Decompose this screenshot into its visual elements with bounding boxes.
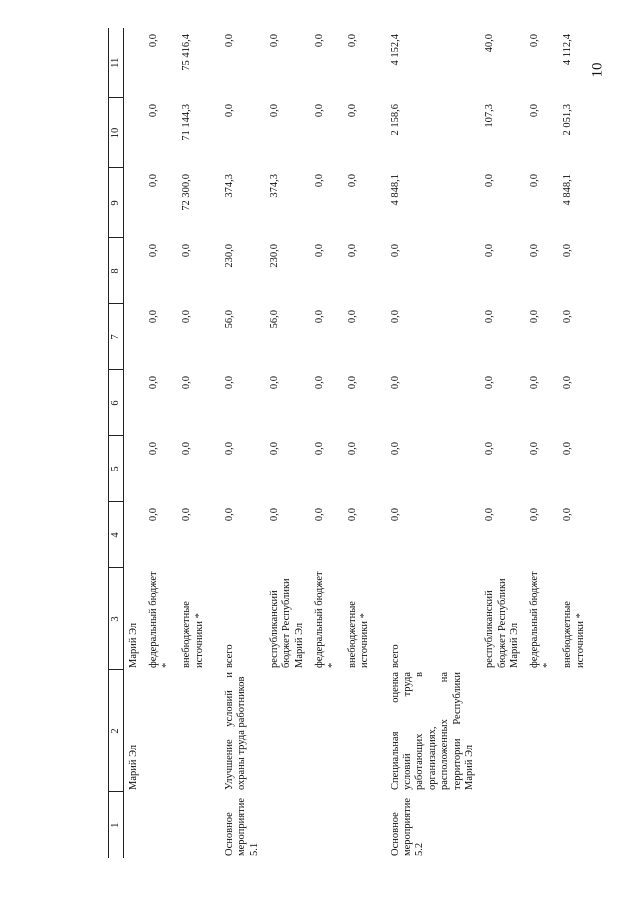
value-cell: 56,0 — [223, 310, 235, 329]
value-cell: 0,0 — [346, 34, 358, 48]
value-cell — [124, 28, 145, 98]
activity-cell — [343, 792, 376, 858]
value-cell: 4 112,4 — [562, 34, 574, 66]
activity-cell — [265, 792, 310, 858]
value-cell: 0,0 — [314, 104, 326, 118]
table-row — [310, 28, 343, 858]
value-cell: 4 848,1 — [562, 174, 574, 206]
funding-source-cell: республиканский бюджет Республики Марий Эл — [269, 578, 305, 668]
value-cell: 2 051,3 — [562, 104, 574, 136]
value-cell: 72 300,0 — [181, 174, 193, 211]
activity-cell: Основное мероприятие 5.1 — [223, 798, 260, 856]
activity-name-cell — [144, 670, 177, 792]
value-cell: 0,0 — [269, 442, 280, 456]
rotated-table-area — [108, 34, 628, 858]
value-cell: 0,0 — [529, 508, 541, 522]
value-cell: 4 152,4 — [389, 34, 401, 66]
value-cell: 374,3 — [269, 174, 280, 198]
funding-source-cell: внебюджетные источники * — [346, 601, 371, 668]
value-cell: 0,0 — [389, 310, 401, 324]
value-cell: 0,0 — [529, 376, 541, 390]
value-cell: 0,0 — [269, 376, 280, 390]
value-cell: 0,0 — [314, 174, 326, 188]
column-header: 9 — [109, 168, 124, 238]
activity-name-cell — [265, 670, 310, 792]
activity-name-cell: Марий Эл — [128, 744, 139, 790]
value-cell: 0,0 — [148, 174, 160, 188]
value-cell: 0,0 — [346, 174, 358, 188]
value-cell: 56,0 — [269, 310, 280, 329]
value-cell: 0,0 — [181, 244, 193, 258]
activity-cell — [558, 792, 591, 858]
value-cell — [124, 436, 145, 502]
value-cell: 0,0 — [223, 442, 235, 456]
value-cell — [124, 502, 145, 568]
activity-name-cell — [343, 670, 376, 792]
column-header: 3 — [109, 568, 124, 670]
value-cell: 75 416,4 — [181, 34, 193, 71]
value-cell: 40,0 — [484, 34, 496, 53]
value-cell: 0,0 — [529, 104, 541, 118]
value-cell: 0,0 — [484, 174, 496, 188]
value-cell: 0,0 — [346, 310, 358, 324]
funding-source-cell: всего — [389, 644, 401, 668]
value-cell: 0,0 — [148, 244, 160, 258]
value-cell: 0,0 — [389, 508, 401, 522]
value-cell: 0,0 — [223, 34, 235, 48]
activity-cell — [310, 792, 343, 858]
table-row — [144, 28, 177, 858]
value-cell: 374,3 — [223, 174, 235, 198]
column-header: 1 — [109, 792, 124, 858]
table-row — [343, 28, 376, 858]
value-cell: 0,0 — [529, 442, 541, 456]
column-header: 2 — [109, 670, 124, 792]
value-cell: 0,0 — [484, 310, 496, 324]
value-cell: 0,0 — [148, 508, 160, 522]
activity-name-cell — [310, 670, 343, 792]
value-cell: 0,0 — [181, 508, 193, 522]
value-cell: 0,0 — [484, 376, 496, 390]
value-cell: 0,0 — [562, 244, 574, 258]
value-cell: 2 158,6 — [389, 104, 401, 136]
value-cell — [124, 370, 145, 436]
value-cell: 0,0 — [223, 104, 235, 118]
value-cell: 0,0 — [223, 376, 235, 390]
value-cell: 0,0 — [484, 508, 496, 522]
column-header: 8 — [109, 238, 124, 304]
value-cell: 0,0 — [314, 34, 326, 48]
value-cell: 0,0 — [562, 376, 574, 390]
activity-cell — [124, 792, 145, 858]
value-cell — [124, 168, 145, 238]
value-cell: 0,0 — [148, 104, 160, 118]
activity-cell — [525, 792, 558, 858]
activity-name-cell — [177, 670, 210, 792]
value-cell: 0,0 — [529, 34, 541, 48]
page-number: 10 — [589, 62, 606, 78]
value-cell: 107,3 — [484, 104, 496, 128]
activity-name-cell: Улучшение условий и охраны труда работников — [223, 672, 248, 790]
funding-source-cell: республиканский бюджет Республики Марий Эл — [484, 578, 520, 668]
value-cell: 0,0 — [148, 310, 160, 324]
value-cell: 0,0 — [346, 104, 358, 118]
value-cell: 0,0 — [148, 34, 160, 48]
value-cell — [124, 98, 145, 168]
budget-table — [108, 28, 591, 858]
funding-source-cell: федеральный бюджет * — [314, 571, 338, 668]
value-cell: 0,0 — [346, 244, 358, 258]
value-cell: 0,0 — [389, 442, 401, 456]
value-cell: 0,0 — [269, 34, 280, 48]
value-cell: 0,0 — [346, 376, 358, 390]
column-header: 5 — [109, 436, 124, 502]
value-cell: 0,0 — [181, 376, 193, 390]
table-row — [558, 28, 591, 858]
table-row — [265, 28, 310, 858]
value-cell: 0,0 — [181, 310, 193, 324]
table-row — [177, 28, 210, 858]
value-cell — [124, 238, 145, 304]
activity-name-cell — [525, 670, 558, 792]
table-row — [124, 28, 145, 858]
value-cell: 0,0 — [389, 376, 401, 390]
activity-cell: Основное мероприятие 5.2 — [389, 798, 426, 856]
value-cell: 230,0 — [269, 244, 280, 268]
value-cell: 0,0 — [346, 508, 358, 522]
column-header: 7 — [109, 304, 124, 370]
activity-cell — [177, 792, 210, 858]
value-cell: 0,0 — [269, 104, 280, 118]
activity-cell — [144, 792, 177, 858]
table-row — [525, 28, 558, 858]
value-cell: 0,0 — [346, 442, 358, 456]
activity-name-cell — [480, 670, 525, 792]
activity-cell — [480, 792, 525, 858]
value-cell: 0,0 — [562, 310, 574, 324]
value-cell: 0,0 — [562, 442, 574, 456]
header-row — [109, 28, 124, 858]
value-cell: 0,0 — [314, 310, 326, 324]
funding-source-cell: всего — [223, 644, 235, 668]
column-header: 10 — [109, 98, 124, 168]
value-cell: 0,0 — [529, 310, 541, 324]
value-cell: 0,0 — [529, 244, 541, 258]
funding-source-cell: внебюджетные источники * — [562, 601, 586, 668]
value-cell: 0,0 — [562, 508, 574, 522]
funding-source-cell: Марий Эл — [128, 622, 139, 668]
activity-name-cell — [558, 670, 591, 792]
column-header: 6 — [109, 370, 124, 436]
value-cell: 71 144,3 — [181, 104, 193, 141]
value-cell: 0,0 — [314, 508, 326, 522]
funding-source-cell: федеральный бюджет * — [148, 571, 172, 668]
value-cell: 0,0 — [529, 174, 541, 188]
value-cell: 0,0 — [269, 508, 280, 522]
value-cell: 4 848,1 — [389, 174, 401, 206]
value-cell: 0,0 — [484, 244, 496, 258]
funding-source-cell: федеральный бюджет * — [529, 571, 553, 668]
value-cell: 0,0 — [148, 376, 160, 390]
value-cell: 0,0 — [484, 442, 496, 456]
table-row — [376, 28, 481, 858]
funding-source-cell: внебюджетные источники * — [181, 601, 205, 668]
value-cell: 0,0 — [181, 442, 193, 456]
column-header: 4 — [109, 502, 124, 568]
table-row — [480, 28, 525, 858]
value-cell: 230,0 — [223, 244, 235, 268]
value-cell: 0,0 — [223, 508, 235, 522]
value-cell — [124, 304, 145, 370]
value-cell: 0,0 — [148, 442, 160, 456]
activity-name-cell: Специальная оценка условий труда работающих в организациях, расположенных на территории Республики Марий Эл — [389, 672, 475, 790]
value-cell: 0,0 — [389, 244, 401, 258]
table-row — [210, 28, 265, 858]
value-cell: 0,0 — [314, 244, 326, 258]
value-cell: 0,0 — [314, 376, 326, 390]
value-cell: 0,0 — [314, 442, 326, 456]
column-header: 11 — [109, 28, 124, 98]
